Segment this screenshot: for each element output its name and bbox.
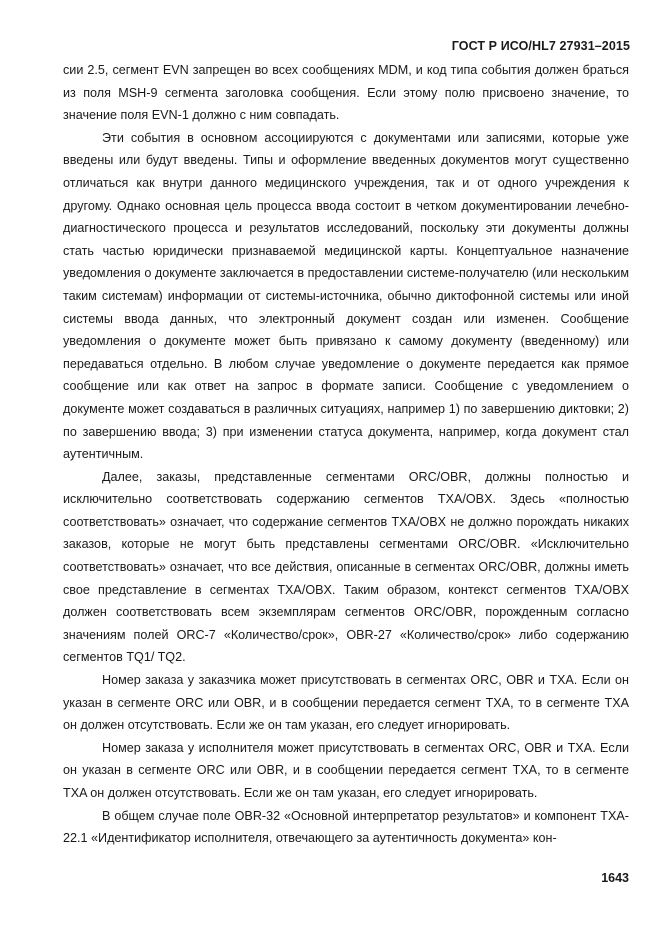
page-number: 1643 [601, 871, 629, 885]
body-text [63, 59, 629, 850]
paragraph-document-notification: Эти события в основном ассоциируются с документами или записями, которые уже введены или будут введены. Типы и оформление введенных документов могут существенно отличаться как внутри данного медицинского учреждения, так и от одного учреждения к другому. Однако основная цель процесса ввода состоит в четком документировании лечебно-диагностического процесса и результатов исследований, поскольку эти документы должны стать частью юридически признаваемой медицинской карты. Концептуальное назначение уведомления о документе заключается в предоставлении системе-получателю (или нескольким таким системам) информации от системы-источника, обычно диктофонной системы или иной системы ввода данных, что электронный документ создан или изменен. Сообщение уведомления о документе может быть привязано к самому документу (введенному) или передаваться отдельно. В любом случае уведомление о документе передается как прямое сообщение или как ответ на запрос в формате записи. Сообщение с уведомлением о документе может создаваться в различных ситуациях, например 1) по завершению диктовки; 2) по завершению ввода; 3) при изменении статуса документа, например, когда документ стал аутентичным. [63, 130, 629, 462]
running-header-standard-code: ГОСТ Р ИСО/HL7 27931–2015 [451, 39, 630, 53]
paragraph-filler-order-number: Номер заказа у исполнителя может присутствовать в сегментах ORC, OBR и TXA. Если он указан в сегменте ORC или OBR, и в сообщении передается сегмент TXA, то в сегменте TXA он должен отсутствовать. Если же он там указан, его следует игнорировать. [63, 740, 629, 800]
paragraph-orders-orc-obr: Далее, заказы, представленные сегментами ORC/OBR, должны полностью и исключительно соответствовать содержанию сегментов TXA/OBX. Здесь «полностью соответствовать» означает, что содержание сегментов TXA/OBX не должно порождать никаких заказов, которые не могут быть представлены сегментами ORC/OBR. «Исключительно соответствовать» означает, что все действия, описанные в сегментах ORC/OBR, должны иметь свое представление в сегментах TXA/OBX. Таким образом, контекст сегментов TXA/OBX должен соответствовать всем экземплярам сегментов ORC/OBR, порожденным согласно значениям полей ORC-7 «Количество/срок», OBR-27 «Количество/срок» либо содержанию сегментов TQ1/ TQ2. [63, 469, 629, 665]
paragraph-obr-32-txa-22: В общем случае поле OBR-32 «Основной интерпретатор результатов» и компонент TXA-22.1 «Идентификатор исполнителя, отвечающего за аутентичность документа» кон- [63, 808, 629, 846]
paragraph-continuation: сии 2.5, сегмент EVN запрещен во всех сообщениях MDM, и код типа события должен браться из поля MSH-9 сегмента заголовка сообщения. Если этому полю присвоено значение, то значение поля EVN-1 должно с ним совпадать. [63, 63, 629, 123]
paragraph-placer-order-number: Номер заказа у заказчика может присутствовать в сегментах ORC, OBR и TXA. Если он указан в сегменте ORC или OBR, и в сообщении передается сегмент TXA, то в сегменте TXA он должен отсутствовать. Если же он там указан, его следует игнорировать. [63, 673, 629, 733]
